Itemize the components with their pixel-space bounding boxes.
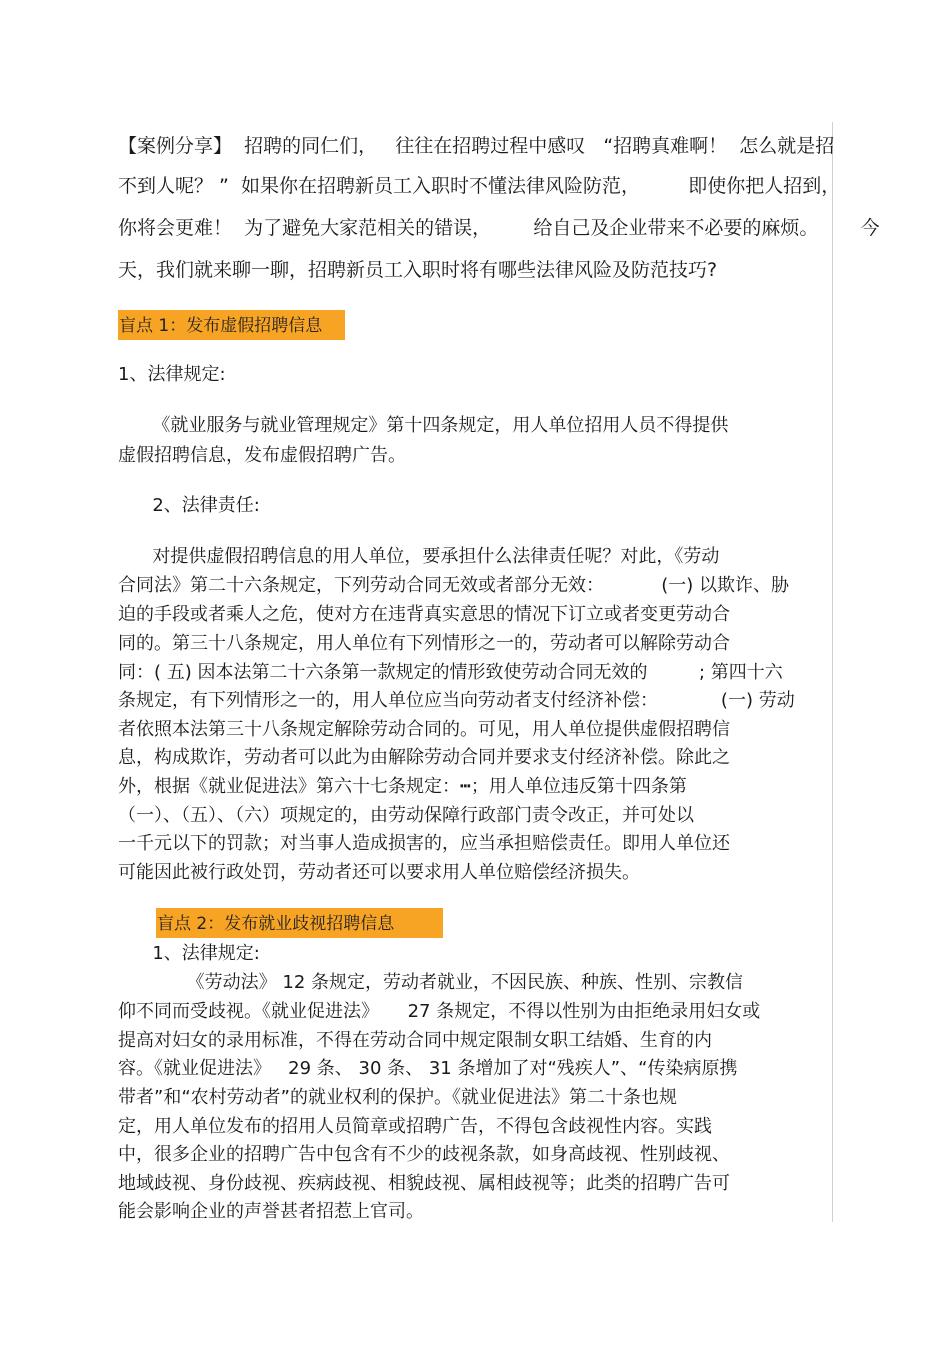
section1-liability-line: 合同法》第二十六条规定，下列劳动合同无效或者部分无效： (一) 以欺诈、胁: [118, 575, 789, 596]
section2-body-line: 《劳动法》 12 条规定，劳动者就业，不因民族、种族、性别、宗教信: [118, 972, 744, 993]
section2-body-line: 地域歧视、身份歧视、疾病歧视、相貌歧视、属相歧视等；此类的招聘广告可: [118, 1173, 730, 1194]
intro-line: 【案例分享】 招聘的同仁们， 往往在招聘过程中感叹 “招聘真难啊！ 怎么就是招: [118, 135, 835, 157]
section2-body-line: 定，用人单位发布的招用人员简章或招聘广告，不得包含歧视性内容。实践: [118, 1116, 712, 1137]
section1-rule-line: 《就业服务与就业管理规定》第十四条规定，用人单位招用人员不得提供: [118, 415, 729, 436]
section2-body-line: 能会影响企业的声誉甚者招惹上官司。: [118, 1201, 424, 1222]
section2-body-line: 容。《就业促进法》 29 条、 30 条、 31 条增加了对“残疾人”、“传染病原携: [118, 1058, 738, 1079]
section1-rule-line: 虚假招聘信息，发布虚假招聘广告。: [118, 445, 406, 466]
intro-line: 你将会更难！ 为了避免大家范相关的错误， 给自己及企业带来不必要的麻烦。 今: [118, 217, 880, 239]
intro-line: 天，我们就来聊一聊，招聘新员工入职时将有哪些法律风险及防范技巧?: [118, 259, 718, 281]
section2-body-line: 仰不同而受歧视。《就业促进法》 27 条规定，不得以性别为由拒绝录用妇女或: [118, 1001, 761, 1022]
section2-body-line: 中，很多企业的招聘广告中包含有不少的歧视条款，如身高歧视、性别歧视、: [118, 1144, 730, 1165]
section1-liability-line: 条规定，有下列情形之一的，用人单位应当向劳动者支付经济补偿： (一) 劳动: [118, 690, 795, 711]
section1-liability-line: 一千元以下的罚款；对当事人造成损害的，应当承担赔偿责任。即用人单位还: [118, 833, 730, 854]
section2-body-line: 提高对妇女的录用标准，不得在劳动合同中规定限制女职工结婚、生育的内: [118, 1030, 712, 1051]
section1-liability-line: 外，根据《就业促进法》第六十七条规定：┅；用人单位违反第十四条第: [118, 776, 687, 797]
section1-liability-line: 可能因此被行政处罚，劳动者还可以要求用人单位赔偿经济损失。: [118, 862, 640, 883]
section1-liability-line: 同：( 五) 因本法第二十六条第一款规定的情形致使劳动合同无效的 ; 第四十六: [118, 662, 783, 683]
intro-line: 不到人呢？ ” 如果你在招聘新员工入职时不懂法律风险防范， 即使你把人招到，: [118, 175, 841, 197]
section1-liability-line: 同的。第三十八条规定，用人单位有下列情形之一的，劳动者可以解除劳动合: [118, 633, 730, 654]
section1-liability-line: 者依照本法第三十八条规定解除劳动合同的。可见，用人单位提供虚假招聘信: [118, 719, 730, 740]
section1-liability-line: （一）、（五）、（六）项规定的，由劳动保障行政部门责令改正，并可处以: [118, 805, 694, 826]
section1-liability-line: 迫的手段或者乘人之危，使对方在违背真实意思的情况下订立或者变更劳动合: [118, 604, 730, 625]
page-right-border: [832, 122, 833, 1222]
section1-liability-line: 对提供虚假招聘信息的用人单位，要承担什么法律责任呢？对此，《劳动: [118, 546, 720, 567]
section1-heading: 盲点 1：发布虚假招聘信息: [119, 316, 323, 336]
section1-subheading-rule: 1、法律规定:: [118, 364, 226, 385]
section2-body-line: 带者”和“农村劳动者”的就业权利的保护。《就业促进法》第二十条也规: [118, 1087, 677, 1108]
section1-liability-line: 息，构成欺诈，劳动者可以此为由解除劳动合同并要求支付经济补偿。除此之: [118, 747, 730, 768]
section2-subheading-rule: 1、法律规定:: [118, 943, 260, 964]
section1-subheading-liability: 2、法律责任:: [118, 495, 260, 516]
section2-heading: 盲点 2：发布就业歧视招聘信息: [157, 914, 395, 934]
